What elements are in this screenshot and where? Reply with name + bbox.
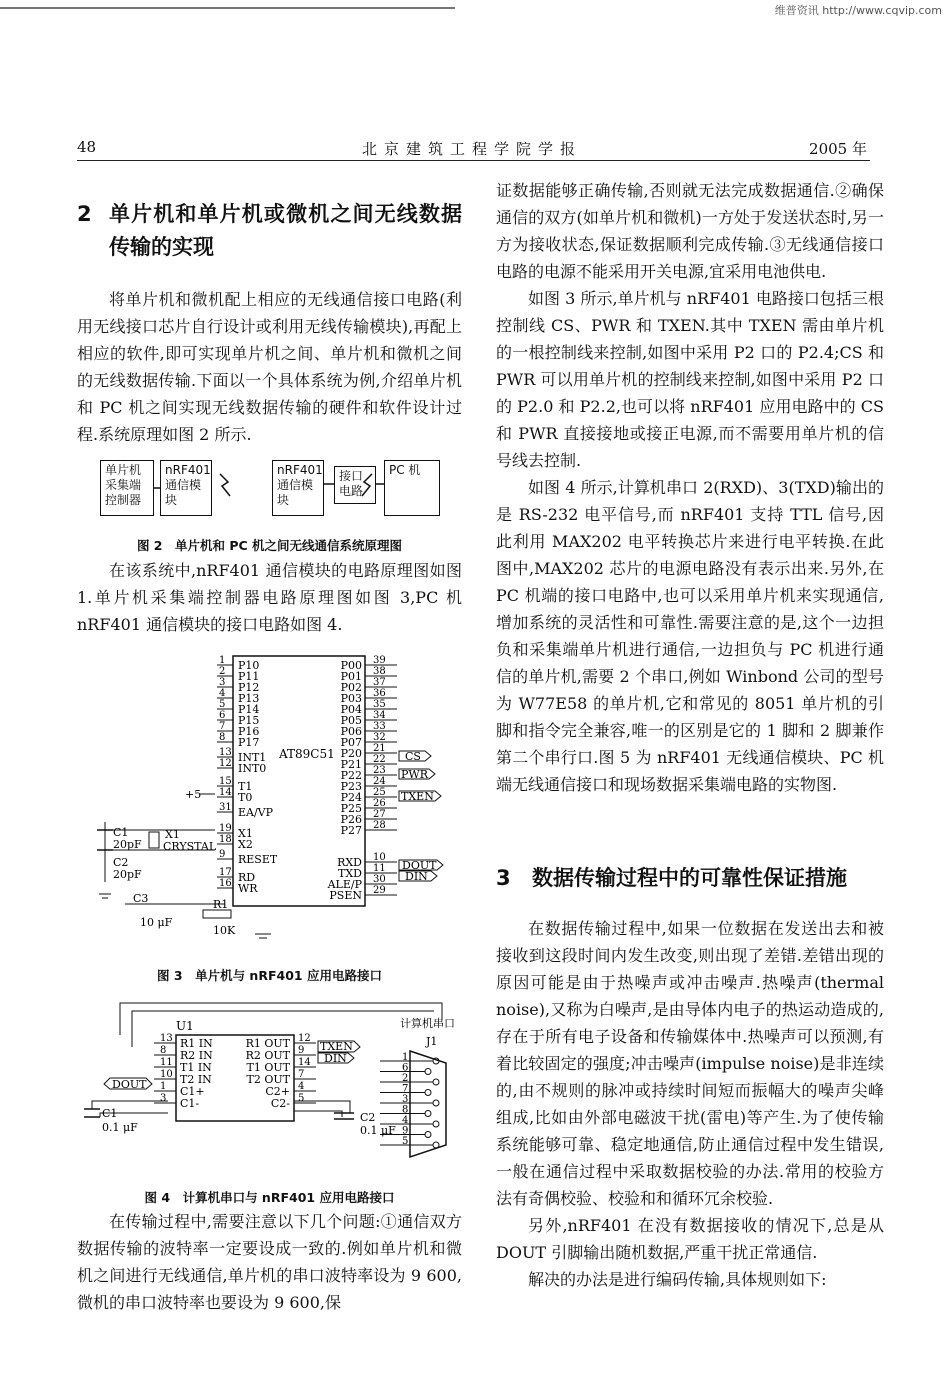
din-label: DIN: [405, 870, 428, 883]
pin-number: 23: [373, 765, 386, 776]
db9-pin: [425, 1069, 431, 1075]
pin-label: T1 IN: [180, 1061, 212, 1074]
paragraph: 在数据传输过程中,如果一位数据在发送出去和被接收到这段时间内发生改变,则出现了差错.差错出现的原因可能是由于热噪声或冲击噪声.热噪声(thermal noise),又称为白噪声,是由导体内电子的热运动造成的,存在于所有电子设备和传输媒体中.热噪声可以预测,有着比较固定的强度;冲击噪声(impulse noise)是非连续的,由不规则的脉冲或持续时间短而振幅大的噪声尖峰组成,比如由外部电磁波干扰(雷电)等产生.为了使传输系统能够可靠、稳定地通信,防止通信过程中发生错误,一般在通信过程中采取数据校验的办法.常用的校验方法有奇偶校验、校验和和循环冗余校验.: [496, 919, 884, 1208]
pin-number: 36: [373, 688, 386, 699]
pin-label: P15: [238, 714, 260, 727]
pin-label: RESET: [238, 853, 278, 866]
pin-number: 8: [160, 1045, 167, 1056]
pin-number: 31: [219, 802, 232, 813]
pin-label: P21: [340, 758, 362, 771]
pin-label: P25: [340, 802, 362, 815]
pin-number: 9: [298, 1045, 305, 1056]
cs-signal: [399, 750, 431, 763]
pin-number: 4: [219, 688, 226, 699]
section-3-number: 3: [496, 866, 511, 890]
pin-number: 11: [373, 863, 386, 874]
pwr-signal: [399, 768, 435, 781]
right-column-top: [496, 177, 884, 798]
db9-pin: [433, 1121, 439, 1127]
pin-number: 10: [160, 1069, 173, 1080]
fig4-dout-label: DOUT: [112, 1078, 147, 1091]
pin-label: WR: [238, 882, 258, 895]
pin-label: P01: [340, 670, 362, 683]
pin-number: 11: [160, 1057, 173, 1068]
txen-label: TXEN: [401, 790, 434, 803]
plus5-label: +5: [185, 788, 202, 801]
figure-3-caption: 图 3 单片机与 nRF401 应用电路接口: [157, 968, 382, 983]
pin-number: 38: [373, 666, 386, 677]
section-2-number: 2: [77, 202, 92, 226]
pin-label: P04: [340, 703, 362, 716]
pin-number: 5: [298, 1093, 305, 1104]
pin-label: T2 IN: [180, 1073, 212, 1086]
pin-label: R1 IN: [180, 1037, 213, 1050]
pin-number: 6: [219, 710, 226, 721]
pin-label: P23: [340, 780, 362, 793]
pin-number: 1: [219, 655, 226, 666]
pin-number: 12: [298, 1033, 311, 1044]
fig4-dout-signal: [104, 1078, 152, 1091]
pin-number: 10: [373, 852, 386, 863]
pin-number: 15: [219, 776, 232, 787]
pin-label: X1: [238, 827, 253, 840]
pin-label: T1 OUT: [246, 1061, 290, 1074]
db9-pin-number: 9: [402, 1125, 409, 1137]
db9-pin-number: 6: [402, 1062, 409, 1074]
paragraph: 在传输过程中,需要注意以下几个问题:①通信双方数据传输的波特率一定要设成一致的.例如单片机和微机之间进行无线通信,单片机的串口波特率设为 9 600,微机的串口波特率也要设为 9 600,保: [77, 1212, 462, 1312]
pin-label: TXD: [338, 867, 362, 880]
fig4-c1: [84, 1101, 168, 1134]
left-para-2: [77, 557, 462, 638]
pin-label: C1+: [180, 1085, 205, 1098]
left-column: [77, 198, 462, 264]
section-2-title: 单片机和单片机或微机之间无线数据传输的实现: [109, 202, 462, 259]
pin-label: P26: [340, 813, 362, 826]
fig4-c2-value: 0.1 μF: [360, 1124, 396, 1137]
pin-number: 25: [373, 787, 386, 798]
pin-number: 7: [219, 721, 226, 732]
fig2-box-mcu: 单片机采集端控制器: [100, 460, 154, 516]
page-number: 48: [77, 138, 97, 156]
fig2-box-rf-left: nRF401通信模块: [160, 460, 212, 516]
pin-label: T2 OUT: [246, 1073, 290, 1086]
running-header: [77, 138, 867, 160]
pin-label: R1 OUT: [245, 1037, 290, 1050]
pin-number: 34: [373, 710, 386, 721]
db9-pin-number: 2: [402, 1073, 409, 1084]
fig4-c2-label: C2: [360, 1111, 376, 1124]
crystal-label: CRYSTAL: [163, 840, 217, 853]
fig2-box-interface: 接口电路: [334, 466, 376, 504]
pin-number: 13: [219, 747, 232, 758]
pin-label: P12: [238, 681, 260, 694]
crystal-circuit: [97, 822, 217, 898]
pin-label: P14: [238, 703, 260, 716]
pin-label: C2-: [270, 1097, 290, 1110]
dout-label: DOUT: [402, 859, 437, 872]
pin-number: 29: [373, 885, 386, 896]
r1-label: R1: [213, 898, 229, 911]
pin-label: ALE/P: [327, 878, 362, 891]
db9-pin-number: 7: [402, 1083, 409, 1095]
pin-label: P16: [238, 725, 260, 738]
pin-number: 16: [219, 878, 232, 889]
pin-number: 14: [298, 1057, 311, 1068]
pin-number: 30: [373, 874, 386, 885]
c1-label: C1: [113, 826, 129, 839]
pin-label: P17: [238, 736, 260, 749]
fig4-c1-value: 0.1 μF: [102, 1121, 138, 1134]
u1-label: U1: [176, 1019, 194, 1033]
pin-label: R2 OUT: [245, 1049, 290, 1062]
pin-number: 1: [160, 1081, 167, 1092]
pin-label: P13: [238, 692, 260, 705]
db9-pin: [425, 1132, 431, 1138]
paragraph: 证数据能够正确传输,否则就无法完成数据通信.②确保通信的双方(如单片机和微机)一方处于发送状态时,另一方为接收状态,保证数据顺利完成传输.③无线通信接口电路的电源不能采用开关电源,宜采用电池供电.: [496, 181, 884, 281]
pin-number: 18: [219, 834, 232, 845]
pin-label: P06: [340, 725, 362, 738]
header-rule: [77, 160, 870, 161]
pin-number: 33: [373, 721, 386, 732]
pin-label: P24: [340, 791, 362, 804]
pin-label: R2 IN: [180, 1049, 213, 1062]
db9-pin: [433, 1079, 439, 1085]
x1-label: X1: [165, 828, 180, 841]
pin-label: P05: [340, 714, 362, 727]
pin-label: C2+: [265, 1085, 290, 1098]
pin-number: 9: [219, 849, 226, 860]
top-rule: [0, 7, 455, 9]
j1-label: J1: [426, 1035, 438, 1048]
db9-connector: [410, 1051, 446, 1157]
pin-label: X2: [238, 838, 253, 851]
pin-number: 4: [298, 1081, 305, 1092]
pin-label: P00: [340, 659, 362, 672]
paragraph: 将单片机和微机配上相应的无线通信接口电路(利用无线接口芯片自行设计或利用无线传输模块),再配上相应的软件,即可实现单片机之间、单片机和微机之间的无线数据传输.下面以一个具体系统为例,介绍单片机和 PC 机之间实现无线数据传输的硬件和软件设计过程.系统原理如图 2 所示.: [77, 290, 462, 444]
fig2-box-rf-right: nRF401通信模块: [272, 460, 324, 516]
fig4-din-signal: [318, 1052, 354, 1065]
chip-label: AT89C51: [279, 747, 335, 761]
pin-number: 17: [219, 867, 232, 878]
db9-pin-number: 1: [402, 1052, 409, 1063]
pin-number: 3: [219, 677, 226, 688]
c1-value: 20pF: [113, 838, 142, 851]
crystal-icon: [149, 832, 159, 848]
watermark: 维普资讯 http://www.cqvip.com: [774, 4, 942, 17]
c3-value: 10 μF: [140, 916, 173, 929]
pin-number: 2: [219, 666, 226, 677]
paragraph: 如图 4 所示,计算机串口 2(RXD)、3(TXD)输出的是 RS-232 电平信号,而 nRF401 支持 TTL 信号,因此利用 MAX202 电平转换芯片来进行电平转换.在此图中,MAX202 芯片的电源电路没有表示出来.另外,在 PC 机端的接口电路中,也可以采用单片机来实现通信,增加系统的灵活性和可靠性.需要注意的是,这个一边担负和采集端单片机进行通信,一边担负与 PC 机进行通信的单片机,需要 2 个串口,例如 Winbond 公司的型号为 W77E58 的单片机,它和常见的 8051 单片机的引脚和指令完全兼容,唯一的区别是它的 1 脚和 2 脚兼作第二个串行口.图 5 为 nRF401 无线通信模块、PC 机端无线通信接口和现场数据采集端电路的实物图.: [496, 478, 884, 794]
pin-label: RD: [238, 871, 256, 884]
c3-label: C3: [133, 892, 149, 905]
pin-label: P11: [238, 670, 260, 683]
pin-label: P02: [340, 681, 362, 694]
pin-number: 8: [219, 732, 226, 743]
c2-value: 20pF: [113, 868, 142, 881]
pin-number: 32: [373, 732, 386, 743]
paragraph: 解决的办法是进行编码传输,具体规则如下:: [528, 1270, 827, 1289]
fig2-connectors: [100, 460, 440, 520]
r1-value: 10K: [213, 924, 236, 937]
db9-pin-number: 4: [402, 1115, 409, 1126]
pin-number: 39: [373, 655, 386, 666]
pin-label: EA/VP: [238, 806, 274, 819]
pin-label: INT0: [238, 762, 267, 775]
db9-pin: [425, 1111, 431, 1117]
pin-label: P22: [340, 769, 362, 782]
figure-4-caption: 图 4 计算机串口与 nRF401 应用电路接口: [144, 1190, 395, 1205]
right-column-bottom: [496, 915, 884, 1293]
pin-number: 12: [219, 758, 232, 769]
r1-resistor: [203, 910, 231, 918]
cs-label: CS: [405, 750, 421, 763]
reset-circuit: [125, 892, 271, 938]
fig4-c2: [294, 1101, 396, 1137]
figure-2-caption: 图 2 单片机和 PC 机之间无线通信系统原理图: [136, 538, 403, 553]
db9-pin: [425, 1090, 431, 1096]
c2-label: C2: [113, 856, 129, 869]
paragraph: 另外,nRF401 在没有数据接收的情况下,总是从 DOUT 引脚输出随机数据,严重干扰正常通信.: [496, 1216, 884, 1262]
section-3-title: 数据传输过程中的可靠性保证措施: [532, 866, 847, 890]
pin-number: 14: [219, 787, 232, 798]
pin-number: 35: [373, 699, 386, 710]
pin-label: INT1: [238, 751, 267, 764]
pin-label: C1-: [180, 1097, 200, 1110]
pin-number: 22: [373, 754, 386, 765]
txen-signal: [399, 790, 441, 803]
pin-number: 3: [160, 1093, 167, 1104]
db9-pin: [433, 1142, 439, 1148]
pin-label: P07: [340, 736, 362, 749]
pin-label: P20: [340, 747, 362, 760]
pin-label: PSEN: [329, 889, 362, 902]
pin-number: 7: [298, 1069, 305, 1080]
pwr-label: PWR: [401, 768, 428, 781]
pin-number: 28: [373, 820, 386, 831]
pin-label: RXD: [337, 856, 362, 869]
left-para-1: [77, 286, 462, 448]
pin-number: 5: [219, 699, 226, 710]
figure-4-schematic: [80, 997, 472, 1167]
left-para-3: [77, 1208, 462, 1316]
pin-label: P03: [340, 692, 362, 705]
paragraph: 在该系统中,nRF401 通信模块的电路原理图如图 1.单片机采集端控制器电路原理图如图 3,PC 机 nRF401 通信模块的接口电路如图 4.: [77, 561, 462, 634]
fig2-box-pc: PC 机: [384, 460, 440, 516]
pin-number: 19: [219, 823, 232, 834]
journal-name: 北京建筑工程学院学报: [361, 140, 582, 158]
section-2-heading: [77, 198, 462, 264]
pin-number: 27: [373, 809, 386, 820]
fig4-c1-label: C1: [102, 1107, 118, 1120]
pin-label: T1: [238, 780, 253, 793]
figure-2-diagram: [100, 460, 440, 520]
db9-pin-number: 3: [402, 1094, 409, 1105]
pin-label: P27: [340, 824, 362, 837]
fig4-txen-label: TXEN: [320, 1040, 353, 1053]
pin-number: 37: [373, 677, 386, 688]
pin-number: 26: [373, 798, 386, 809]
section-3-heading: [496, 862, 884, 895]
serial-port-label: 计算机串口: [400, 1017, 455, 1030]
pin-number: 13: [160, 1033, 173, 1044]
pin-number: 24: [373, 776, 386, 787]
pin-label: P10: [238, 659, 260, 672]
fig4-top-wire: [120, 1003, 442, 1035]
year: 2005 年: [809, 140, 867, 158]
db9-pin-number: 8: [402, 1104, 409, 1116]
db9-pin-number: 5: [402, 1136, 409, 1147]
db9-pin: [433, 1100, 439, 1106]
figure-3-schematic: [85, 652, 465, 944]
fig4-din-label: DIN: [324, 1052, 347, 1065]
pin-label: T0: [238, 791, 253, 804]
paragraph: 如图 3 所示,单片机与 nRF401 电路接口包括三根控制线 CS、PWR 和 TXEN.其中 TXEN 需由单片机的一根控制线来控制,如图中采用 P2 口的 P2.4;CS 和 PWR 可以用单片机的控制线来控制,如图中采用 P2 口的 P2.0 和 P2.2,也可以将 nRF401 应用电路中的 CS 和 PWR 直接接地或接正电源,而不需要用单片机的信号线去控制.: [496, 289, 884, 470]
pin-number: 21: [373, 743, 386, 754]
